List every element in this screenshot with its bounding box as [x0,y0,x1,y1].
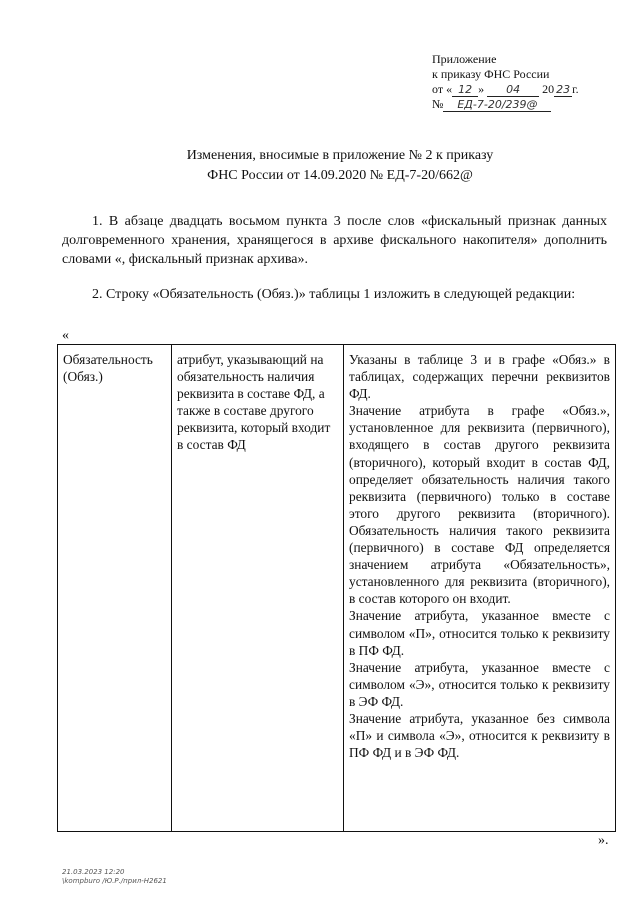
year-end: г. [572,82,579,96]
date-prefix: от « [432,82,453,96]
document-title [60,146,620,186]
number-prefix: № [432,97,444,111]
handwritten-month: 04 [487,84,539,97]
approval-line-1: Приложение [432,52,497,66]
opening-quote: « [62,328,69,343]
title-line-2: ФНС России от 14.09.2020 № ЕД-7-20/662@ [207,168,473,183]
details-paragraph: Указаны в таблице 3 и в графе «Обяз.» в таблицах, содержащих перечни реквизитов ФД. [349,352,610,402]
handwritten-number: ЕД-7-20/239@ [443,99,551,112]
paragraph-2 [62,285,607,304]
approval-line-2: к приказу ФНС России [432,67,550,81]
details-paragraph: Значение атрибута, указанное вместе с символом «Э», относится только к реквизиту в ЭФ ФД. [349,659,610,709]
paragraph-1 [62,212,607,269]
year-prefix: 20 [542,82,555,96]
footer-line-2: \kompburo /Ю.Р./прил-Н2621 [62,877,167,885]
approval-number-line [432,97,622,112]
footer-line-1: 21.03.2023 12:20 [62,868,125,876]
footer-note [62,868,167,886]
paragraph-1-text: 1. В абзаце двадцать восьмом пункта 3 после слов «фискальный признак данных долговременного хранения, хранящегося в архиве фискального накопителя» дополнить словами «, фискальный признак архива». [62,214,607,267]
details-paragraph: Значение атрибута, указанное без символа «П» и символа «Э», относится к реквизиту в ПФ ФД и в ЭФ ФД. [349,710,610,761]
handwritten-day: 12 [452,84,478,97]
approval-date-line [432,82,622,97]
date-mid: » [478,82,485,96]
details-paragraph: Значение атрибута, указанное вместе с символом «П», относится только к реквизиту в ПФ ФД. [349,608,610,658]
table-row [58,345,616,832]
paragraph-2-text: 2. Строку «Обязательность (Обяз.)» таблицы 1 изложить в следующей редакции: [92,287,576,302]
title-line-1: Изменения, вносимые в приложение № 2 к приказу [186,148,494,163]
cell-attribute-details [344,345,616,832]
closing-quote: ». [598,833,609,848]
obligation-table [57,344,616,832]
details-paragraph: Значение атрибута в графе «Обяз.», установленное для реквизита (первичного), входящего в состав другого реквизита (вторичного), который входит в состав ФД, определяет обязательность наличия такого реквизита (первичного) только в составе этого другого реквизита (вторичного). Обязательность наличия такого реквизита (первичного) в составе ФД определяется значением атрибута «Обязательность», установленного для реквизита (вторичного), в состав которого он входит. [349,403,610,607]
handwritten-year: 23 [556,83,571,96]
cell-attribute-description: атрибут, указывающий на обязательность наличия реквизита в составе ФД, а также в составе другого реквизита, который входит в состав ФД [172,345,344,832]
cell-attribute-name: Обязательность (Обяз.) [58,345,172,832]
approval-stamp [432,52,622,112]
